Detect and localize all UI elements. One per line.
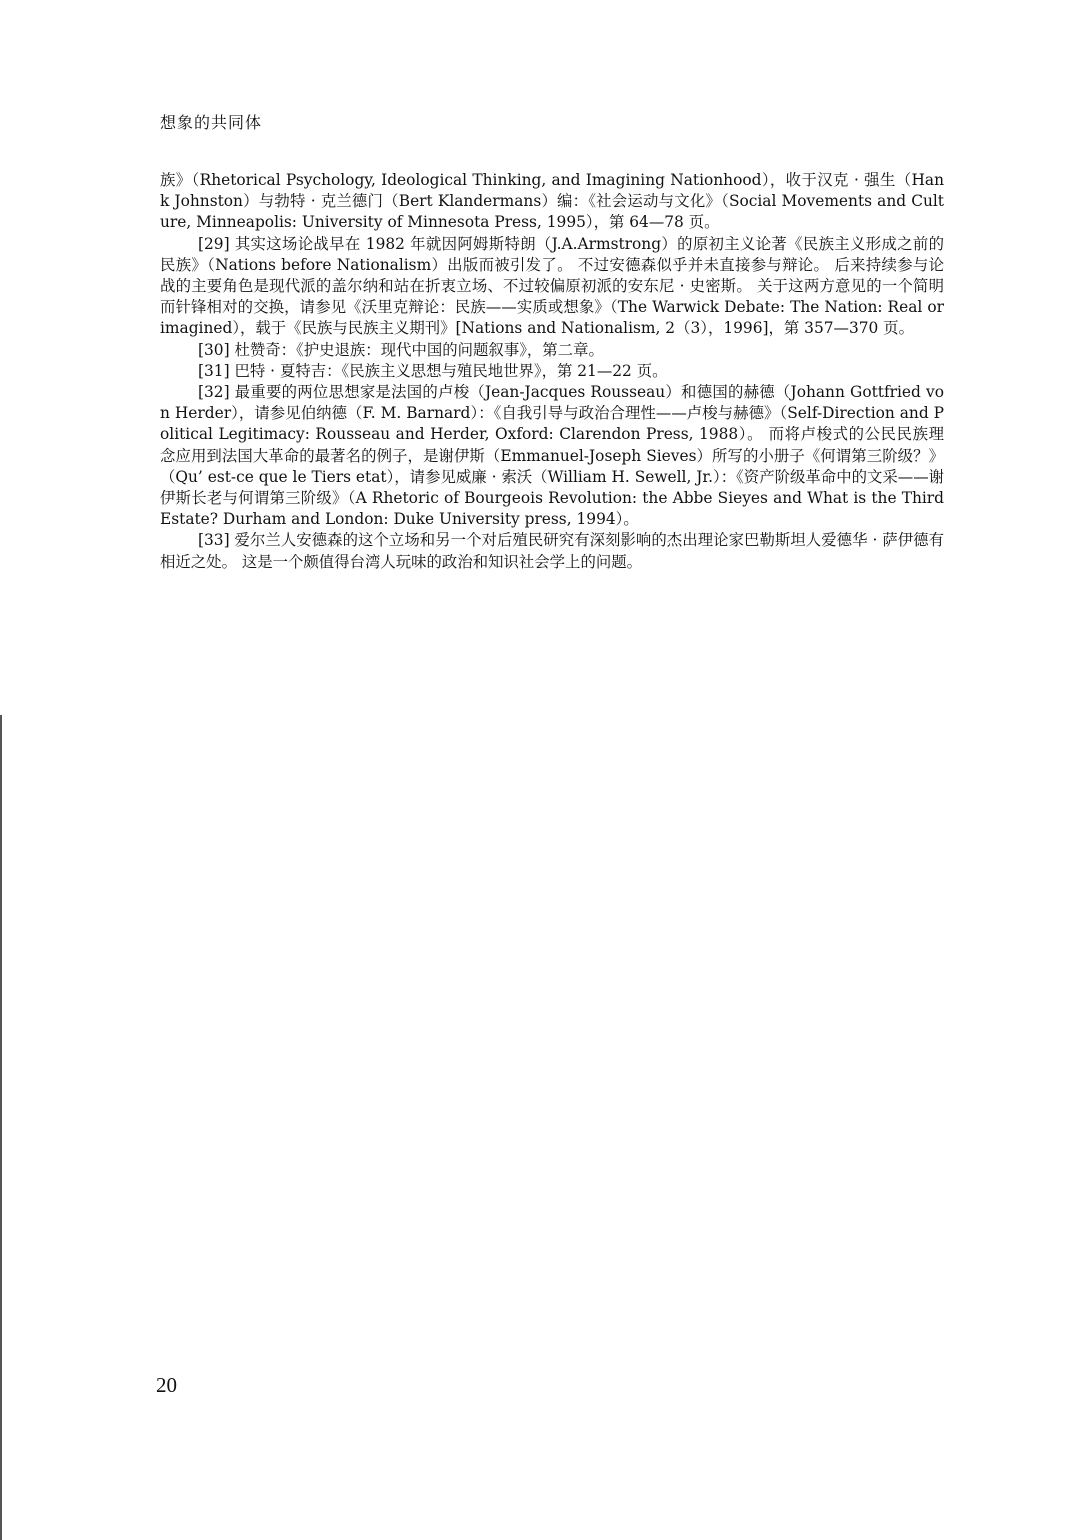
running-header-title: 想象的共同体 <box>160 113 263 132</box>
endnote-32: [32] 最重要的两位思想家是法国的卢梭（Jean-Jacques Rousseau）和德国的赫德（Johann Gottfried von Herder），请参见伯纳德（F. M. Barnard）：《自我引导与政治合理性——卢梭与赫德》（Self-Direction and Political Legitimacy: Rousseau and Herder, Oxford: Clarendon Press, 1988）。 而将卢梭式的公民民族理念应用到法国大革命的最著名的例子，是谢伊斯（Emmanuel-Joseph Sieves）所写的小册子《何谓第三阶级？》（Qu’ est-ce que le Tiers etat），请参见威廉 · 索沃（William H. Sewell, Jr.）：《资产阶级革命中的文采——谢伊斯长老与何谓第三阶级》（A Rhetoric of Bourgeois Revolution: the Abbe Sieyes and What is the Third Estate? Durham and London: Duke University press, 1994）。 <box>160 383 944 529</box>
endnotes-block <box>160 170 944 573</box>
scan-edge-line <box>0 715 2 1540</box>
endnote-31: [31] 巴特 · 夏特吉：《民族主义思想与殖民地世界》，第 21—22 页。 <box>198 361 668 380</box>
page-number: 20 <box>156 1373 177 1397</box>
endnote-continuation: 族》（Rhetorical Psychology, Ideological Thinking, and Imagining Nationhood），收于汉克 · 强生（Hank Johnston）与勃特 · 克兰德门（Bert Klandermans）编：《社会运动与文化》（Social Movements and Culture, Minneapolis: University of Minnesota Press, 1995），第 64—78 页。 <box>160 171 944 232</box>
endnote-30: [30] 杜赞奇：《护史退族：现代中国的问题叙事》，第二章。 <box>198 340 604 359</box>
endnote-29: [29] 其实这场论战早在 1982 年就因阿姆斯特朗（J.A.Armstrong）的原初主义论著《民族主义形成之前的民族》（Nations before Nationalism）出版而被引发了。 不过安德森似乎并未直接参与辩论。 后来持续参与论战的主要角色是现代派的盖尔纳和站在折衷立场、不过较偏原初派的安东尼 · 史密斯。 关于这两方意见的一个简明而针锋相对的交换，请参见《沃里克辩论：民族——实质或想象》（The Warwick Debate: The Nation: Real or imagined），载于《民族与民族主义期刊》[Nations and Nationalism, 2（3），1996]，第 357—370 页。 <box>160 234 944 338</box>
endnote-33: [33] 爱尔兰人安德森的这个立场和另一个对后殖民研究有深刻影响的杰出理论家巴勒斯坦人爱德华 · 萨伊德有相近之处。 这是一个颇值得台湾人玩味的政治和知识社会学上的问题。 <box>160 531 944 571</box>
